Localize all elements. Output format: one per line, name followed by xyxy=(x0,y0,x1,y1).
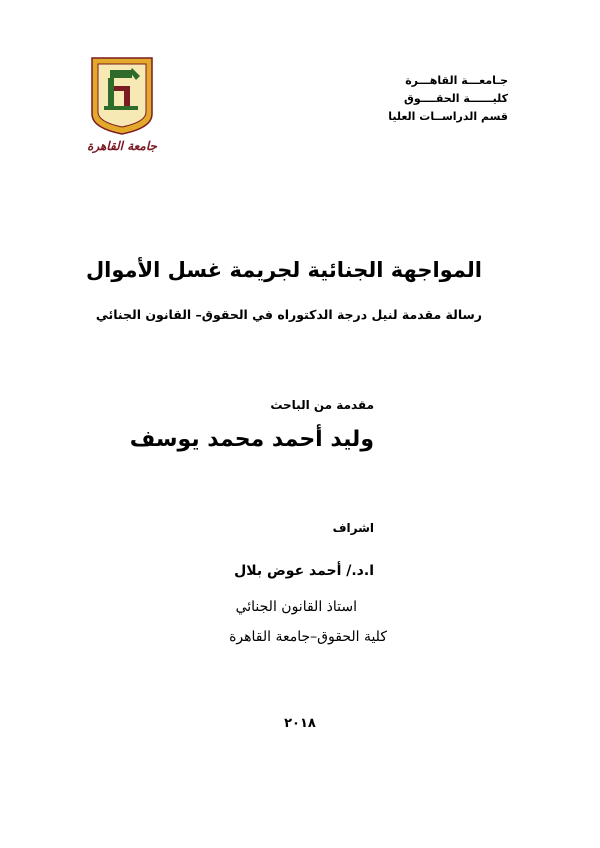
supervisor-title: استاذ القانون الجنائي xyxy=(235,599,357,615)
faculty-name: كليــــــة الحقــــوق xyxy=(404,92,508,105)
presented-by-label: مقدمة من الباحث xyxy=(270,398,374,412)
institution-header xyxy=(308,72,508,126)
thesis-title: المواجهة الجنائية لجريمة غسل الأموال xyxy=(85,258,482,282)
supervisor-affiliation: كلية الحقوق–جامعة القاهرة xyxy=(229,629,387,645)
thesis-subtitle: رسالة مقدمة لنيل درجة الدكتوراه في الحقوق– القانون الجنائي xyxy=(95,307,482,322)
department-name: قسم الدراســات العليا xyxy=(388,110,508,123)
researcher-name: وليد أحمد محمد يوسف xyxy=(129,427,374,452)
supervisor-name: ا.د./ أحمد عوض بلال xyxy=(234,563,374,579)
university-name: جـامعـــة القاهـــرة xyxy=(405,74,508,87)
cairo-university-logo-icon xyxy=(84,56,160,156)
logo-caption: جامعة القاهرة xyxy=(87,139,157,153)
year: ٢٠١٨ xyxy=(284,716,316,731)
supervision-label: اشراف xyxy=(332,521,374,535)
